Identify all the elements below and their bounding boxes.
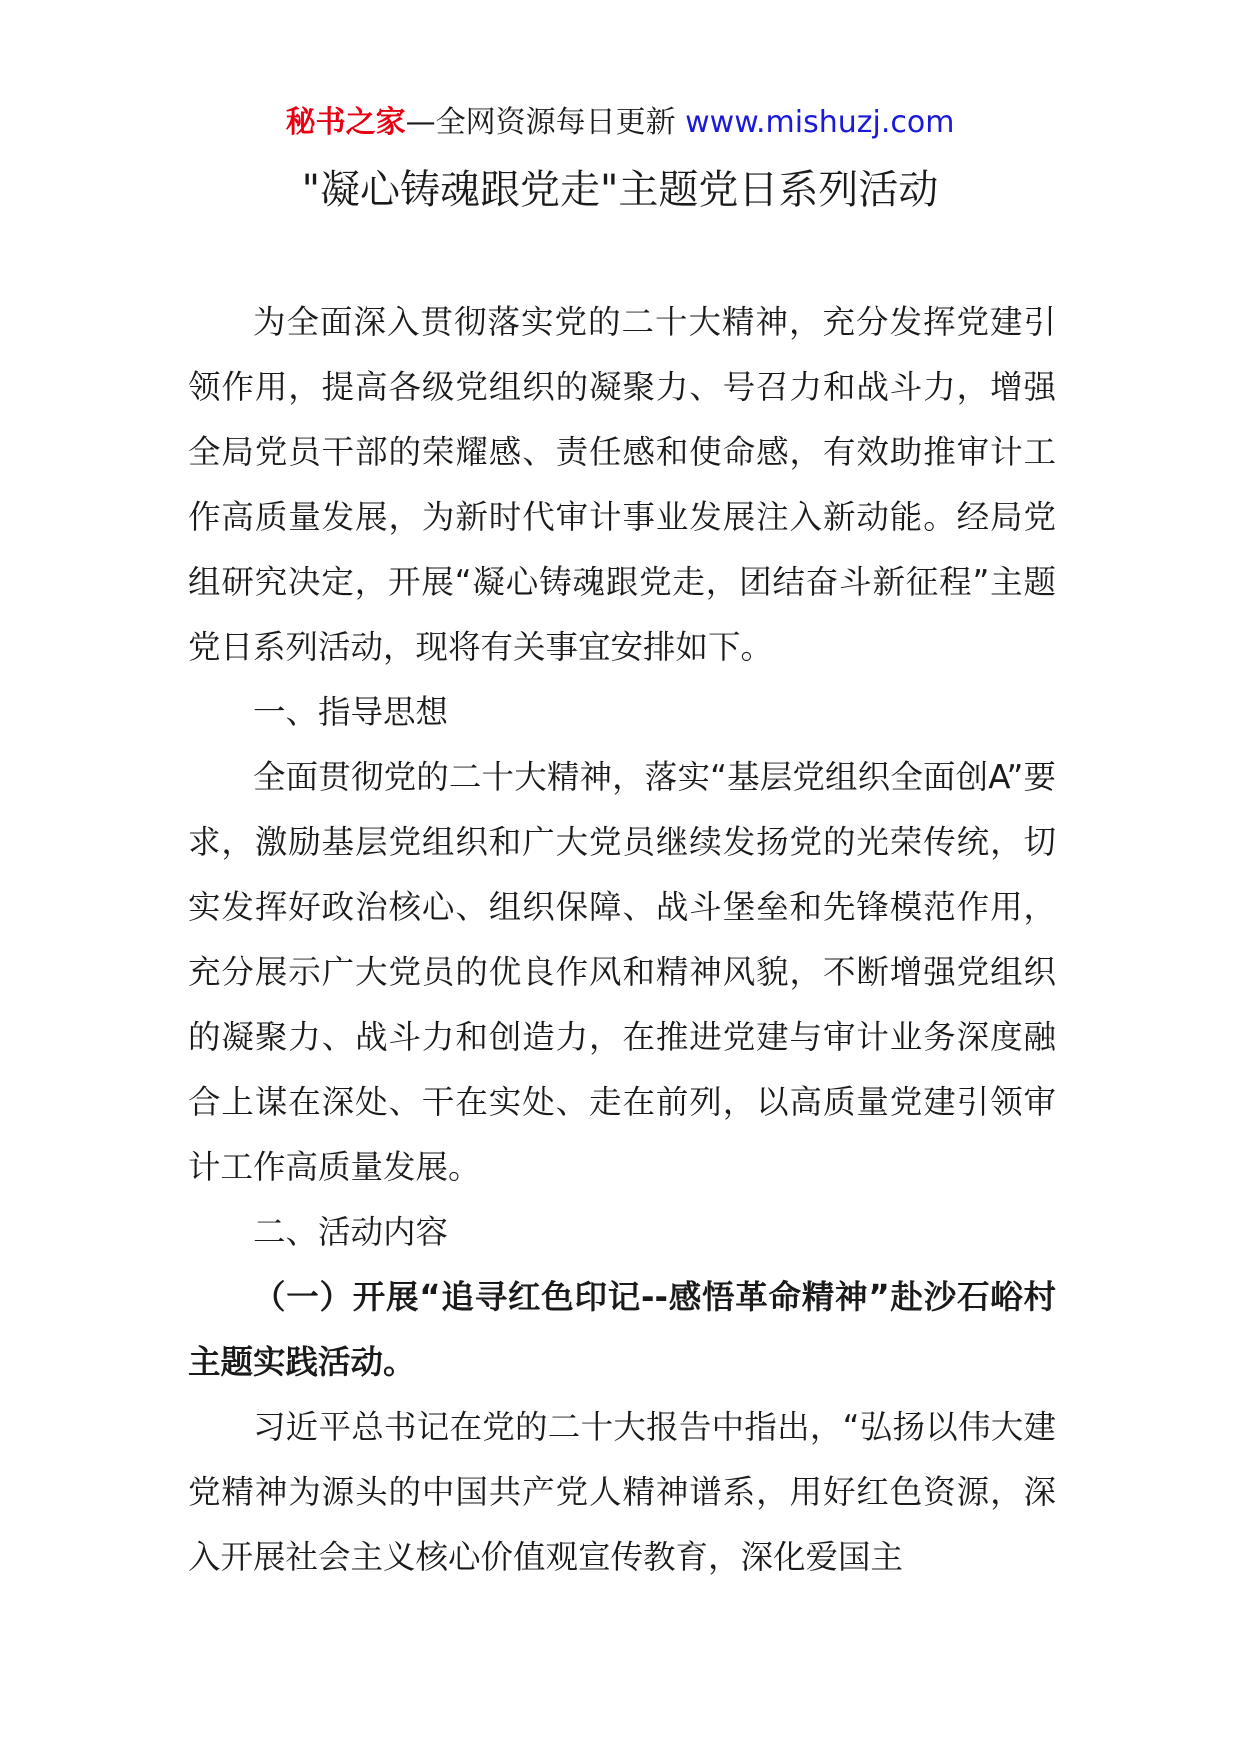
site-header	[0, 100, 1240, 146]
section-heading-guiding-ideology: 一、指导思想	[253, 693, 449, 731]
guiding-ideology-paragraph: 全面贯彻党的二十大精神，落实“基层党组织全面创A”要求，激励基层党组织和广大党员继续发扬党的光荣传统，切实发挥好政治核心、组织保障、战斗堡垒和先锋模范作用，充分展示广大党员的优良作风和精神风貌，不断增强党组织的凝聚力、战斗力和创造力，在推进党建与审计业务深度融合上谋在深处、干在实处、走在前列，以高质量党建引领审计工作高质量发展。	[188, 758, 1056, 1186]
section-heading-activities: 二、活动内容	[253, 1213, 449, 1251]
intro-paragraph: 为全面深入贯彻落实党的二十大精神，充分发挥党建引领作用，提高各级党组织的凝聚力、号召力和战斗力，增强全局党员干部的荣耀感、责任感和使命感，有效助推审计工作高质量发展，为新时代审计事业发展注入新动能。经局党组研究决定，开展“凝心铸魂跟党走，团结奋斗新征程”主题党日系列活动，现将有关事宜安排如下。	[188, 303, 1056, 666]
brand-name: 秘书之家	[285, 105, 406, 140]
header-tagline: —全网资源每日更新	[405, 105, 676, 140]
red-imprint-paragraph: 习近平总书记在党的二十大报告中指出，“弘扬以伟大建党精神为源头的中国共产党人精神谱系，用好红色资源，深入开展社会主义核心价值观宣传教育，深化爱国主	[188, 1408, 1056, 1576]
document-title: "凝心铸魂跟党走"主题党日系列活动	[301, 167, 939, 213]
subsection-heading-red-imprint: （一）开展“追寻红色印记--感悟革命精神”赴沙石峪村主题实践活动。	[188, 1278, 1056, 1381]
document-body	[188, 290, 1056, 1590]
site-link[interactable]: www.mishuzj.com	[685, 105, 955, 140]
